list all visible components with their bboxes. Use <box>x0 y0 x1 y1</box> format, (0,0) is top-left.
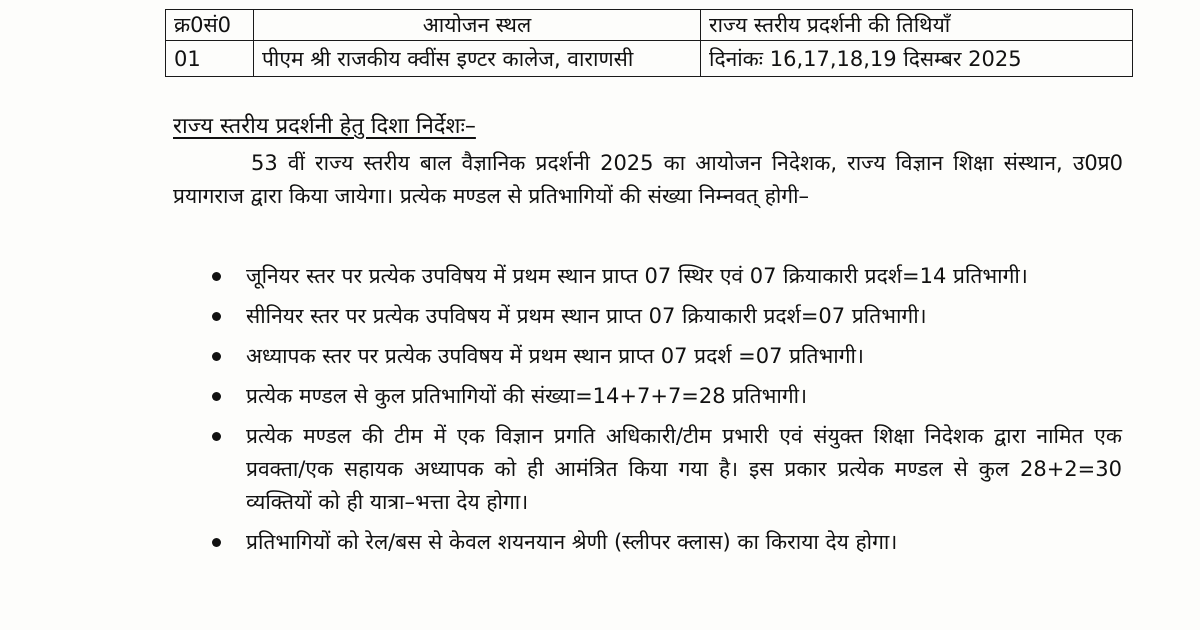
list-item <box>200 380 1122 413</box>
cell-exhibition-dates: दिनांकः 16,17,18,19 दिसम्बर 2025 <box>701 41 1133 77</box>
list-item <box>200 340 1122 373</box>
list-item-text: जूनियर स्तर पर प्रत्येक उपविषय में प्रथम स्थान प्राप्त 07 स्थिर एवं 07 क्रियाकारी प्रदर्श=14 प्रतिभागी। <box>246 264 1028 288</box>
intro-paragraph: 53 वीं राज्य स्तरीय बाल वैज्ञानिक प्रदर्शनी 2025 का आयोजन निदेशक, राज्य विज्ञान शिक्षा संस्थान, उ0प्र0 प्रयागराज द्वारा किया जायेगा। प्रत्येक मण्डल से प्रतिभागियों की संख्या निम्नवत् होगी– <box>173 151 1123 208</box>
list-item-text: प्रत्येक मण्डल की टीम में एक विज्ञान प्रगति अधिकारी/टीम प्रभारी एवं संयुक्त शिक्षा निदेशक द्वारा नामित एक प्रवक्ता/एक सहायक अध्यापक को ही आमंत्रित किया गया है। इस प्रकार प्रत्येक मण्डल से कुल 28+2=30 व्यक्तियों को ही यात्रा–भत्ता देय होगा। <box>246 424 1122 514</box>
bullet-icon <box>212 312 221 321</box>
list-item-text: सीनियर स्तर पर प्रत्येक उपविषय में प्रथम स्थान प्राप्त 07 क्रियाकारी प्रदर्श=07 प्रतिभागी। <box>246 304 927 328</box>
header-venue: आयोजन स्थल <box>254 10 701 41</box>
table-row <box>166 41 1133 77</box>
list-item <box>200 526 1122 559</box>
bullet-icon <box>212 352 221 361</box>
bullet-icon <box>212 432 221 441</box>
header-serial-number: क्र0सं0 <box>166 10 254 41</box>
list-item <box>200 260 1122 293</box>
table-header-row <box>166 10 1133 41</box>
guideline-list <box>200 260 1122 566</box>
list-item-text: प्रतिभागियों को रेल/बस से केवल शयनयान श्रेणी (स्लीपर क्लास) का किराया देय होगा। <box>246 530 898 554</box>
bullet-icon <box>212 392 221 401</box>
venue-table <box>165 9 1133 77</box>
bullet-icon <box>212 272 221 281</box>
list-item-text: प्रत्येक मण्डल से कुल प्रतिभागियों की संख्या=14+7+7=28 प्रतिभागी। <box>246 384 808 408</box>
header-exhibition-dates: राज्य स्तरीय प्रदर्शनी की तिथियाँ <box>701 10 1133 41</box>
cell-venue: पीएम श्री राजकीय क्वींस इण्टर कालेज, वाराणसी <box>254 41 701 77</box>
bullet-icon <box>212 538 221 547</box>
list-item-text: अध्यापक स्तर पर प्रत्येक उपविषय में प्रथम स्थान प्राप्त 07 प्रदर्श =07 प्रतिभागी। <box>246 344 864 368</box>
list-item <box>200 300 1122 333</box>
list-item <box>200 420 1122 519</box>
guidelines-heading: राज्य स्तरीय प्रदर्शनी हेतु दिशा निर्देशः– <box>173 114 476 139</box>
cell-serial-number: 01 <box>166 41 254 77</box>
